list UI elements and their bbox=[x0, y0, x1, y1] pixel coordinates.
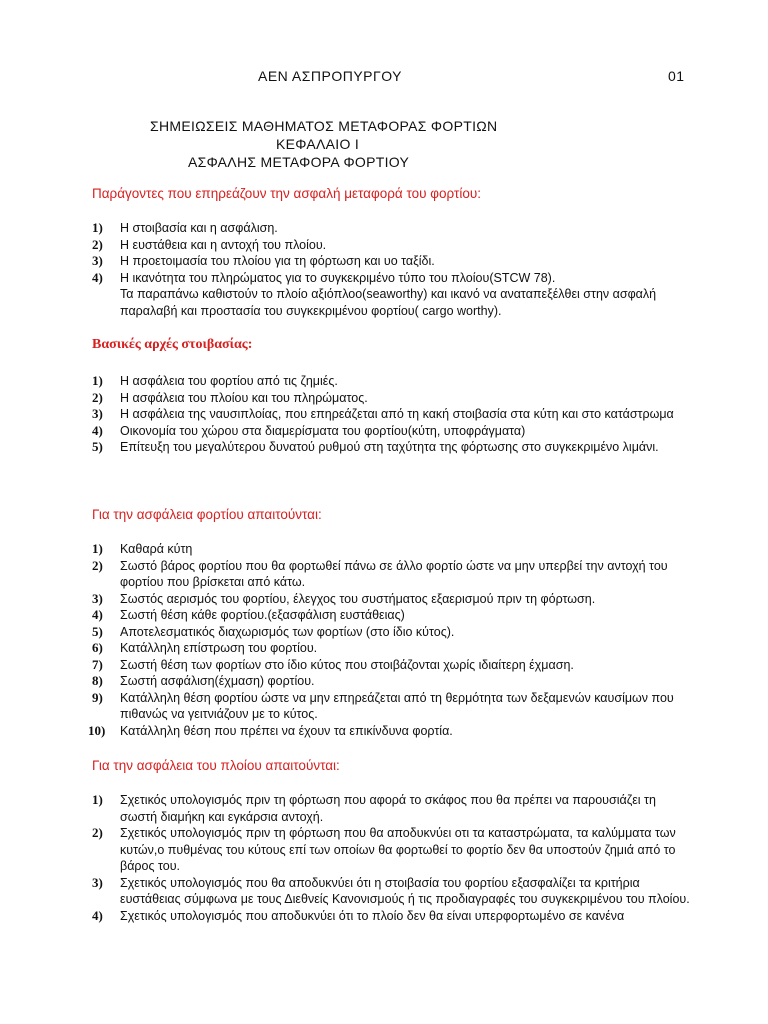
item-number: 8) bbox=[92, 673, 103, 688]
chapter-label: ΚΕΦΑΛΑΙΟ Ι bbox=[276, 136, 360, 152]
list-item bbox=[92, 875, 692, 908]
item-text: Σχετικός υπολογισμός που αποδυκνύει ότι το πλοίο δεν θα είναι υπερφορτωμένο σε κανένα bbox=[120, 908, 625, 923]
section-heading-factors: Παράγοντες που επηρεάζουν την ασφαλή μεταφορά του φορτίου: bbox=[92, 186, 481, 201]
item-number: 3) bbox=[92, 874, 103, 890]
item-number: 10) bbox=[88, 722, 106, 738]
item-text: Η ασφάλεια του πλοίου και του πληρώματος. bbox=[120, 390, 368, 405]
item-number: 2) bbox=[92, 236, 103, 252]
item-number: 2) bbox=[92, 825, 103, 840]
item-text: Η προετοιμασία του πλοίου για τη φόρτωση και υο ταξίδι. bbox=[120, 254, 435, 268]
item-number: 7) bbox=[92, 656, 103, 672]
stowage-principles-list bbox=[92, 373, 692, 456]
list-item bbox=[92, 607, 692, 624]
item-number: 1) bbox=[92, 792, 103, 807]
item-number: 4) bbox=[92, 907, 103, 923]
item-text: Σχετικός υπολογισμός πριν τη φόρτωση που θα αποδυκνύει οτι τα καταστρώματα, τα καλύμματα των κυτών,ο πυθμένας του κύτους επί των οποίων θα φορτωθεί το φορτίο δεν θα υποστούν ζημιά από το βάρος του. bbox=[120, 826, 676, 873]
list-item bbox=[92, 690, 692, 723]
list-item bbox=[92, 270, 692, 320]
item-text: Η ικανότητα του πληρώματος για το συγκεκριμένο τύπο του πλοίου(STCW 78). bbox=[120, 270, 556, 285]
item-text: Σχετικός υπολογισμός πριν τη φόρτωση που αφορά το σκάφος που θα πρέπει να παρουσιάζει τη σωστή διαμήκη και εγκάρσια αντοχή. bbox=[120, 793, 656, 824]
factors-list bbox=[92, 220, 692, 319]
item-number: 5) bbox=[92, 623, 103, 639]
item-text: Η ασφάλεια του φορτίου από τις ζημιές. bbox=[120, 374, 338, 388]
cargo-safety-list bbox=[88, 541, 692, 739]
item-number: 3) bbox=[92, 406, 103, 421]
list-item bbox=[92, 558, 692, 591]
list-item bbox=[92, 373, 692, 390]
item-text: Σωστή ασφάλιση(έχμαση) φορτίου. bbox=[120, 674, 315, 688]
item-number: 9) bbox=[92, 689, 103, 705]
item-number: 3) bbox=[92, 590, 103, 606]
section-heading-cargo-safety: Για την ασφάλεια φορτίου απαιτούνται: bbox=[92, 507, 322, 522]
list-item bbox=[88, 722, 692, 740]
section-heading-ship-safety: Για την ασφάλεια του πλοίου απαιτούνται: bbox=[92, 758, 340, 773]
list-item bbox=[92, 825, 692, 875]
item-number: 4) bbox=[92, 607, 103, 622]
item-number: 2) bbox=[92, 389, 103, 405]
list-item bbox=[92, 439, 692, 456]
item-number: 5) bbox=[92, 439, 103, 454]
chapter-title: ΑΣΦΑΛΗΣ ΜΕΤΑΦΟΡΑ ΦΟΡΤΙΟΥ bbox=[188, 154, 410, 170]
list-item bbox=[92, 237, 692, 254]
document-title: ΣΗΜΕΙΩΣΕΙΣ ΜΑΘΗΜΑΤΟΣ ΜΕΤΑΦΟΡΑΣ ΦΟΡΤΙΩΝ bbox=[150, 118, 498, 134]
item-text: Αποτελεσματικός διαχωρισμός των φορτίων (στο ίδιο κύτος). bbox=[120, 624, 455, 639]
list-item bbox=[92, 792, 692, 825]
list-item bbox=[92, 640, 692, 657]
school-header: ΑΕΝ ΑΣΠΡΟΠΥΡΓΟΥ bbox=[258, 68, 403, 84]
item-text: Σωστός αερισμός του φορτίου, έλεγχος του συστήματος εξαερισμού πριν τη φόρτωση. bbox=[120, 591, 596, 606]
item-text: Η ευστάθεια και η αντοχή του πλοίου. bbox=[120, 237, 327, 252]
list-item bbox=[92, 220, 692, 237]
item-text: Σωστή θέση των φορτίων στο ίδιο κύτος που στοιβάζονται χωρίς ιδιαίτερη έχμαση. bbox=[120, 657, 574, 672]
list-item bbox=[92, 657, 692, 674]
page-number: 01 bbox=[668, 68, 685, 84]
item-number: 2) bbox=[92, 557, 103, 573]
item-number: 4) bbox=[92, 269, 103, 285]
item-text: Η ασφάλεια της ναυσιπλοίας, που επηρεάζεται από τη κακή στοιβασία στα κύτη και στο κατάστρωμα bbox=[120, 407, 674, 421]
ship-safety-list bbox=[92, 792, 692, 924]
item-number: 4) bbox=[92, 422, 103, 438]
item-number: 6) bbox=[92, 640, 103, 655]
item-text: Κατάλληλη θέση που πρέπει να έχουν τα επικίνδυνα φορτία. bbox=[120, 723, 453, 738]
item-number: 1) bbox=[92, 220, 103, 235]
list-item bbox=[92, 390, 692, 407]
list-item bbox=[92, 541, 692, 558]
list-item bbox=[92, 406, 692, 423]
item-text: Οικονομία του χώρου στα διαμερίσματα του φορτίου(κύτη, υποφράγματα) bbox=[120, 423, 526, 438]
item-text: Καθαρά κύτη bbox=[120, 542, 193, 556]
item-number: 3) bbox=[92, 253, 103, 268]
list-item bbox=[92, 423, 692, 440]
list-item bbox=[92, 673, 692, 690]
item-text: Σωστό βάρος φορτίου που θα φορτωθεί πάνω σε άλλο φορτίο ώστε να μην υπερβεί την αντοχή του φορτίου που βρίσκεται από κάτω. bbox=[120, 558, 668, 589]
item-text: Κατάλληλη θέση φορτίου ώστε να μην επηρεάζεται από τη θερμότητα των δεξαμενών καυσίμων που πιθανώς να γειτνιάζουν με το κύτος. bbox=[120, 690, 674, 721]
seaworthy-note: Τα παραπάνω καθιστούν το πλοίο αξιόπλοο(seaworthy) και ικανό να αναταπεξέλθει στην ασφαλή παραλαβή και προστασία του συγκεκριμένου φορτίου( cargo worthy). bbox=[120, 287, 657, 318]
item-text: Σχετικός υπολογισμός που θα αποδυκνύει ότι η στοιβασία του φορτίου εξασφαλίζει τα κριτήρια ευστάθειας σύμφωνα με τους Διεθνείς Κανονισμούς ή τις προδιαγραφές του συγκεκριμένου του πλοίου. bbox=[120, 875, 690, 906]
list-item bbox=[92, 908, 692, 925]
list-item bbox=[92, 591, 692, 608]
item-text: Κατάλληλη επίστρωση του φορτίου. bbox=[120, 641, 318, 655]
item-text: Σωστή θέση κάθε φορτίου.(εξασφάλιση ευστάθειας) bbox=[120, 608, 405, 622]
item-number: 1) bbox=[92, 541, 103, 556]
section-heading-stowage-principles: Βασικές αρχές στοιβασίας: bbox=[92, 337, 253, 352]
item-text: Η στοιβασία και η ασφάλιση. bbox=[120, 221, 278, 235]
item-number: 1) bbox=[92, 373, 103, 388]
item-text: Επίτευξη του μεγαλύτερου δυνατού ρυθμού στη ταχύτητα της φόρτωσης στο συγκεκριμένο λιμάνι. bbox=[120, 440, 659, 454]
list-item bbox=[92, 253, 692, 270]
list-item bbox=[92, 624, 692, 641]
